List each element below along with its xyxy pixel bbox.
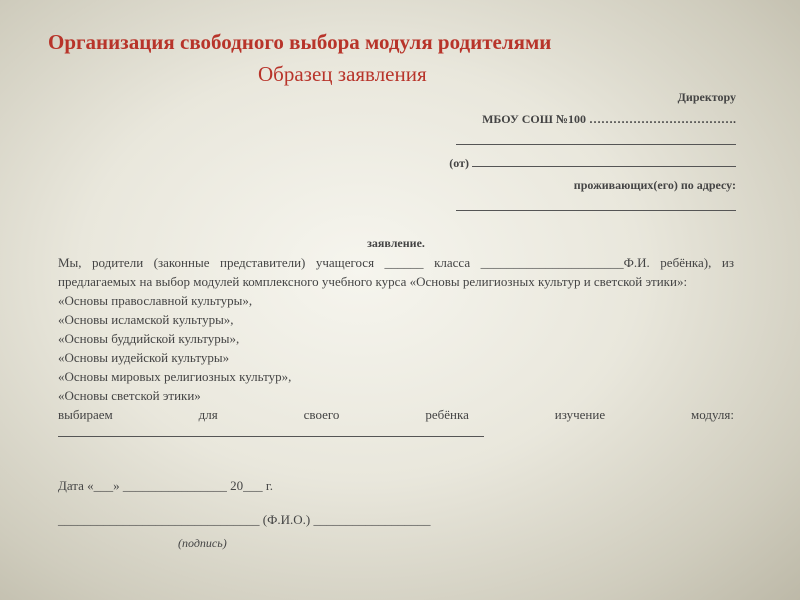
choose-word: своего [303, 407, 340, 422]
choose-module-line [58, 405, 734, 424]
addressee-address-blank [376, 196, 736, 218]
blank-underline [472, 153, 736, 167]
blank-underline [456, 131, 736, 145]
addressee-blank-line [376, 130, 736, 152]
module-item: «Основы буддийской культуры», [58, 331, 240, 346]
addressee-to: Директору [677, 90, 736, 104]
choose-word: модуля: [691, 407, 734, 422]
page-title: Организация свободного выбора модуля родителями [48, 30, 552, 54]
module-item: «Основы иудейской культуры» [58, 350, 230, 365]
module-item: «Основы православной культуры», [58, 293, 253, 308]
choose-word: для [198, 407, 218, 422]
from-label: (от) [449, 156, 469, 170]
date-line: Дата «___» ________________ 20___ г. [58, 478, 274, 493]
addressee-block [376, 86, 736, 218]
choose-word: ребёнка [425, 407, 469, 422]
module-list [58, 291, 734, 405]
signature-caption: (подпись) [178, 536, 227, 550]
blank-underline [456, 197, 736, 211]
application-intro: Мы, родители (законные представители) учащегося ______ класса ______________________Ф.И. ребёнка), из предлагаемых на выбор модулей комплексного учебного курса «Основы религиозных культур и светской этики»: [58, 255, 734, 289]
choose-word: выбираем [58, 407, 113, 422]
module-item: «Основы мировых религиозных культур», [58, 369, 292, 384]
module-item: «Основы исламской культуры», [58, 312, 234, 327]
page-subtitle: Образец заявления [258, 62, 427, 86]
application-body [58, 236, 734, 437]
addressee-from-line [376, 152, 736, 174]
module-item: «Основы светской этики» [58, 388, 201, 403]
addressee-school: МБОУ СОШ №100 ………………………………. [482, 112, 736, 126]
choose-word: изучение [554, 407, 606, 422]
application-heading: заявление. [367, 236, 425, 250]
signature-line: _______________________________ (Ф.И.О.) __________________ [58, 512, 431, 527]
addressee-address: проживающих(его) по адресу: [573, 178, 736, 192]
module-blank-underline [58, 426, 484, 437]
